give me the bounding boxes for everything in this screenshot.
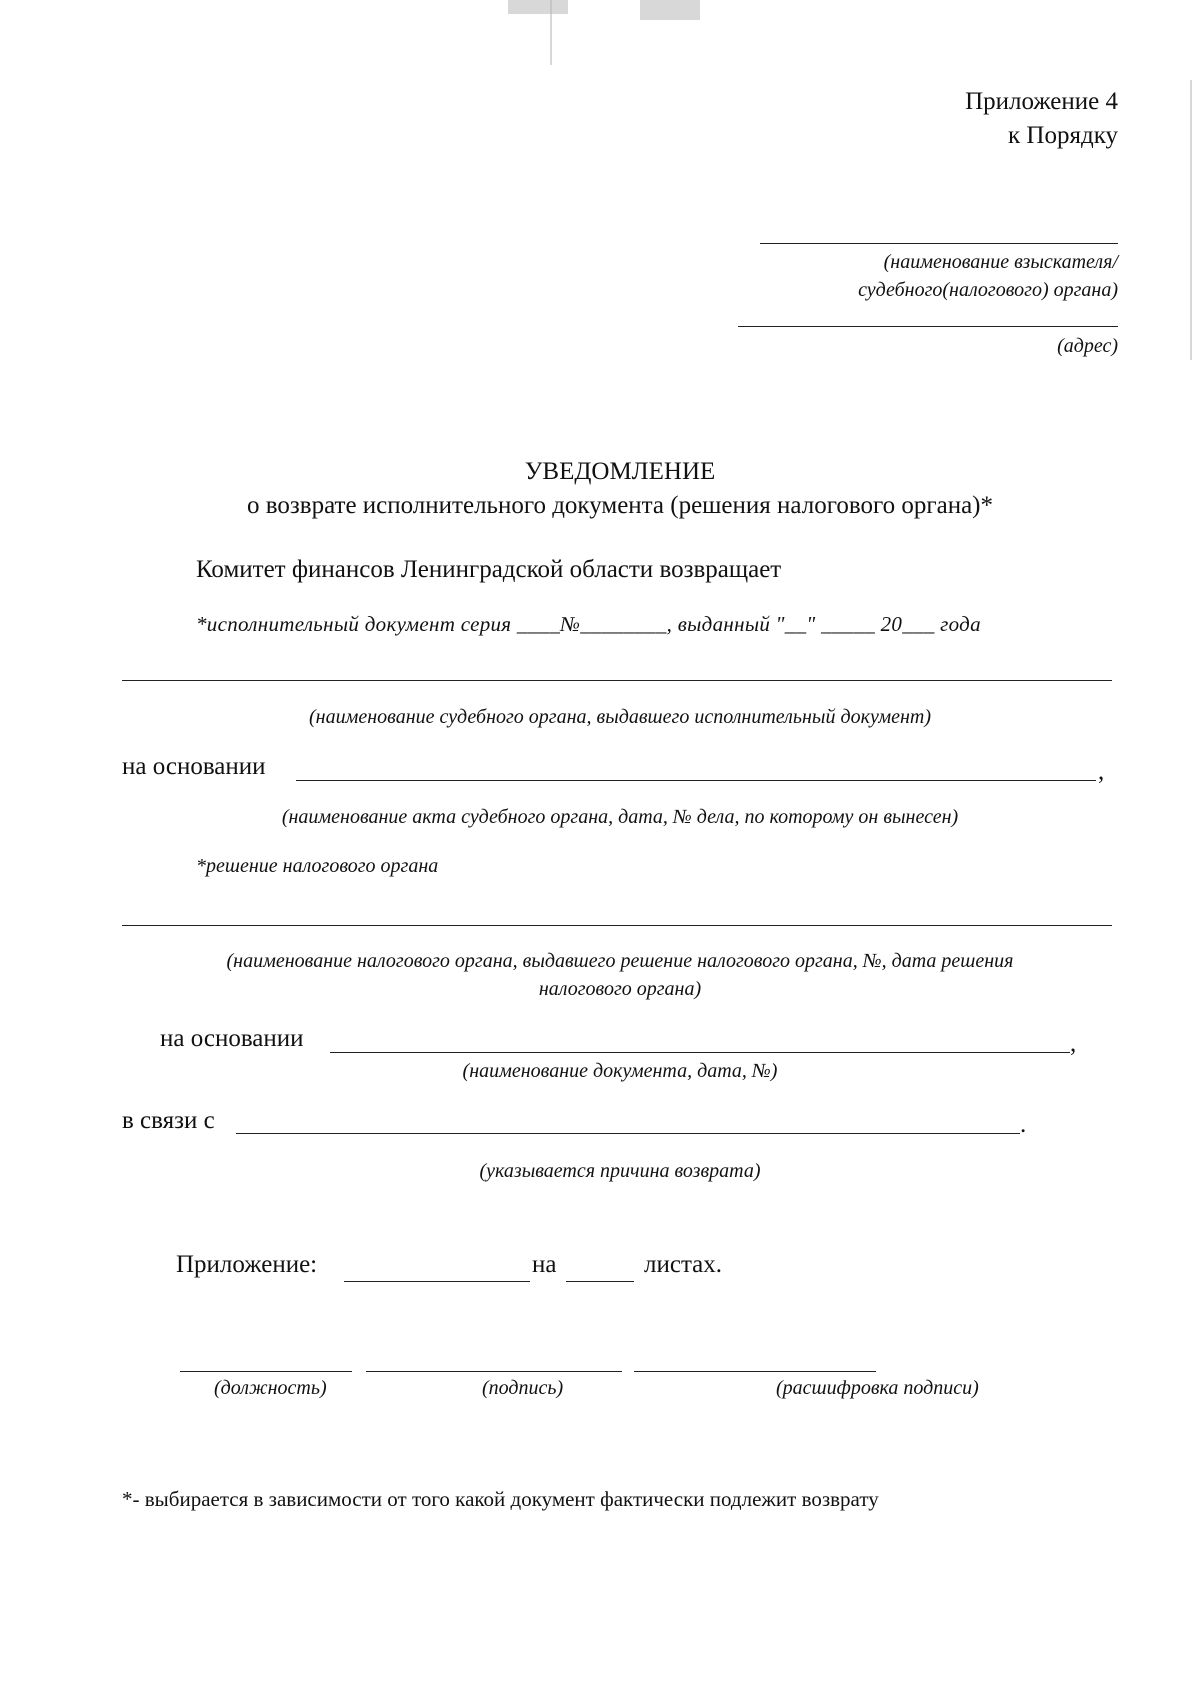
- tax-decision-label: *решение налогового органа: [196, 855, 439, 877]
- document-basis-line[interactable]: [330, 1052, 1070, 1053]
- reason-period: .: [1020, 1111, 1027, 1138]
- attachment-sheets-line[interactable]: [566, 1281, 634, 1282]
- tax-caption: налогового органа): [538, 978, 702, 1000]
- recipient-name-line[interactable]: [760, 243, 1118, 244]
- attachment-label: Приложение:: [176, 1251, 318, 1278]
- recipient-address-line[interactable]: [738, 326, 1118, 327]
- exec-doc-line: *исполнительный документ серия ____№________, выданный "__" _____ 20___ года: [196, 612, 981, 636]
- tax-authority-line[interactable]: [122, 925, 1112, 926]
- basis-comma: ,: [1070, 1030, 1077, 1057]
- document-caption: (наименование документа, дата, №): [462, 1060, 778, 1082]
- signature-decoding-caption: (расшифровка подписи): [776, 1377, 979, 1399]
- committee-line: Комитет финансов Ленинградской области возвращает: [196, 556, 782, 583]
- recipient-name-caption: судебного(налогового) органа): [858, 279, 1118, 301]
- basis-label: на основании: [160, 1025, 304, 1052]
- position-line[interactable]: [180, 1371, 352, 1372]
- scan-artifact: [640, 0, 700, 20]
- document-subtitle: о возврате исполнительного документа (решения налогового органа)*: [247, 492, 993, 519]
- scan-artifact: [550, 0, 552, 65]
- attachment-sheets-label: листах.: [644, 1251, 723, 1278]
- court-caption: (наименование судебного органа, выдавшего исполнительный документ): [309, 706, 931, 728]
- document-title: УВЕДОМЛЕНИЕ: [524, 458, 716, 485]
- court-act-caption: (наименование акта судебного органа, дата, № дела, по которому он вынесен): [281, 806, 959, 828]
- basis-comma: ,: [1098, 758, 1105, 785]
- signature-line[interactable]: [366, 1371, 622, 1372]
- position-caption: (должность): [214, 1377, 327, 1399]
- reason-caption: (указывается причина возврата): [479, 1160, 761, 1182]
- recipient-address-caption: (адрес): [1057, 335, 1118, 357]
- recipient-name-caption: (наименование взыскателя/: [883, 251, 1118, 273]
- footnote: *- выбирается в зависимости от того какой документ фактически подлежит возврату: [122, 1487, 879, 1511]
- appendix-number: Приложение 4: [965, 88, 1118, 115]
- attachment-name-line[interactable]: [344, 1281, 530, 1282]
- signature-caption: (подпись): [482, 1377, 564, 1399]
- reason-label: в связи с: [122, 1107, 215, 1134]
- attachment-on-label: на: [532, 1251, 557, 1278]
- basis-label: на основании: [122, 753, 266, 780]
- court-name-line[interactable]: [122, 680, 1112, 681]
- scan-artifact: [1190, 80, 1192, 360]
- court-act-line[interactable]: [296, 780, 1096, 781]
- tax-caption: (наименование налогового органа, выдавшего решение налогового органа, №, дата решения: [226, 950, 1014, 972]
- scan-artifact: [508, 0, 568, 14]
- reason-line[interactable]: [236, 1133, 1020, 1134]
- signature-decoding-line[interactable]: [634, 1371, 876, 1372]
- appendix-reference: к Порядку: [1008, 122, 1118, 149]
